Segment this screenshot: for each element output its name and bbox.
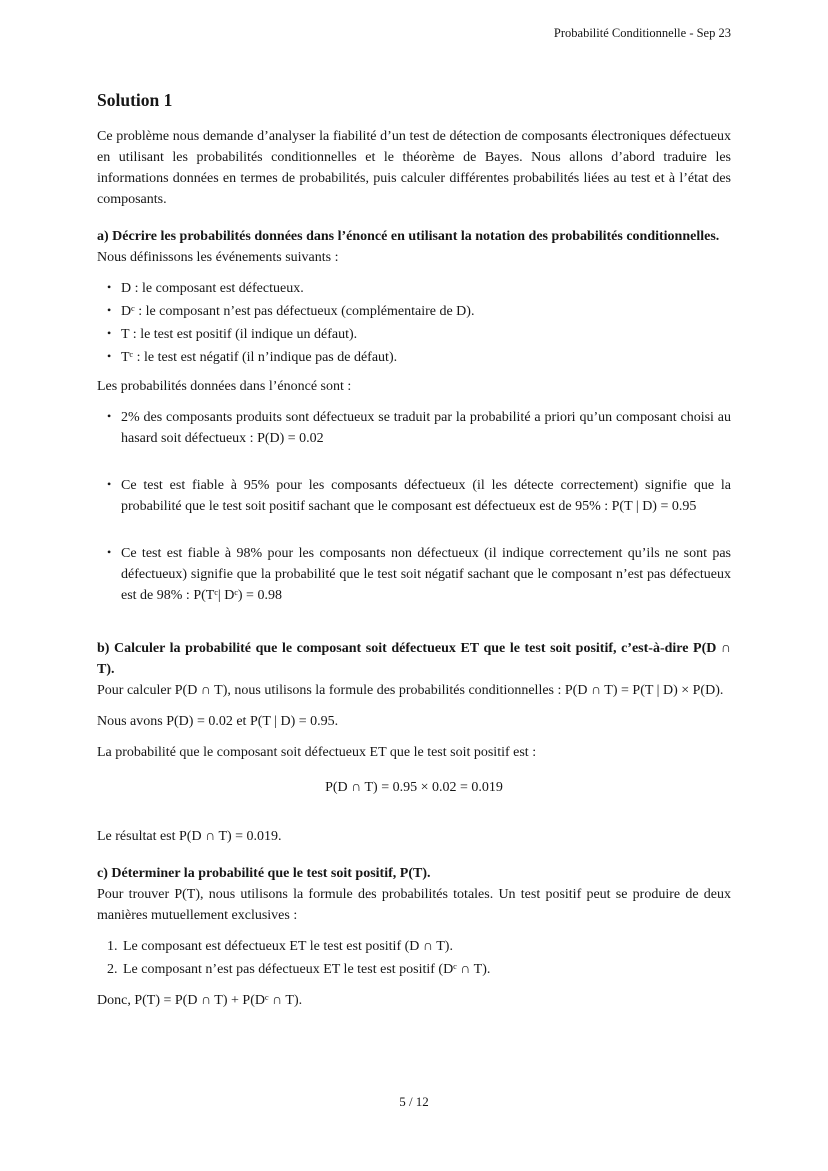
section-b-paragraph-1: Pour calculer P(D ∩ T), nous utilisons la formule des probabilités conditionnelles : P(D ∩ T) = P(T | D) × P(D). xyxy=(97,683,724,698)
document-content xyxy=(97,88,731,1021)
section-a-heading: a) Décrire les probabilités données dans l’énoncé en utilisant la notation des probabilités conditionnelles. xyxy=(97,229,720,244)
section-b-heading: b) Calculer la probabilité que le composant soit défectueux ET que le test soit positif, c’est-à-dire P(D ∩ T). xyxy=(97,641,731,677)
intro-paragraph: Ce problème nous demande d’analyser la fiabilité d’un test de détection de composants électroniques défectueux en utilisant les probabilités conditionnelles et le théorème de Bayes. Nous allons d’abord traduire les informations données en termes de probabilités, puis calculer différentes probabilités liées au test et à l’état des composants. xyxy=(97,129,731,207)
list-item: 2. Le composant n’est pas défectueux ET le test est positif (Dᶜ ∩ T). xyxy=(121,959,731,980)
given-probabilities-list xyxy=(97,407,731,606)
section-c-heading: c) Déterminer la probabilité que le test soit positif, P(T). xyxy=(97,866,431,881)
equation-display: P(D ∩ T) = 0.95 × 0.02 = 0.019 xyxy=(325,780,503,795)
section-c-conclusion: Donc, P(T) = P(D ∩ T) + P(Dᶜ ∩ T). xyxy=(97,993,303,1008)
events-list xyxy=(97,278,731,368)
given-probabilities-intro: Les probabilités données dans l’énoncé sont : xyxy=(97,379,352,394)
list-item: • 2% des composants produits sont défectueux se traduit par la probabilité a priori qu’un composant choisi au hasard soit défectueux : P(D) = 0.02 xyxy=(107,407,731,449)
list-item: 1. Le composant est défectueux ET le test est positif (D ∩ T). xyxy=(121,936,731,957)
list-item: • Tᶜ : le test est négatif (il n’indique pas de défaut). xyxy=(107,347,731,368)
section-b-paragraph-2: Nous avons P(D) = 0.02 et P(T | D) = 0.95. xyxy=(97,714,339,729)
list-item: • D : le composant est défectueux. xyxy=(107,278,731,299)
list-item: • Dᶜ : le composant n’est pas défectueux (complémentaire de D). xyxy=(107,301,731,322)
section-b-result: Le résultat est P(D ∩ T) = 0.019. xyxy=(97,829,282,844)
page-number: 5 / 12 xyxy=(399,1094,429,1109)
events-intro: Nous définissons les événements suivants : xyxy=(97,250,339,265)
section-b-paragraph-3: La probabilité que le composant soit défectueux ET que le test soit positif est : xyxy=(97,745,537,760)
list-item: • T : le test est positif (il indique un défaut). xyxy=(107,324,731,345)
section-c-paragraph-1: Pour trouver P(T), nous utilisons la formule des probabilités totales. Un test positif peut se produire de deux manières mutuellement exclusives : xyxy=(97,887,731,923)
solution-title: Solution 1 xyxy=(97,90,173,110)
list-item: • Ce test est fiable à 98% pour les composants non défectueux (il indique correctement qu’ils ne sont pas défectueux) signifie que la probabilité que le test soit négatif sachant que le composant n’est pas défectueux est de 98% : P(Tᶜ| Dᶜ) = 0.98 xyxy=(107,543,731,606)
positive-test-cases-list xyxy=(97,936,731,980)
running-header: Probabilité Conditionnelle - Sep 23 xyxy=(553,26,731,40)
list-item: • Ce test est fiable à 95% pour les composants défectueux (il les détecte correctement) signifie que la probabilité que le test soit positif sachant que le composant est défectueux est de 95% : P(T | D) = 0.95 xyxy=(107,475,731,517)
